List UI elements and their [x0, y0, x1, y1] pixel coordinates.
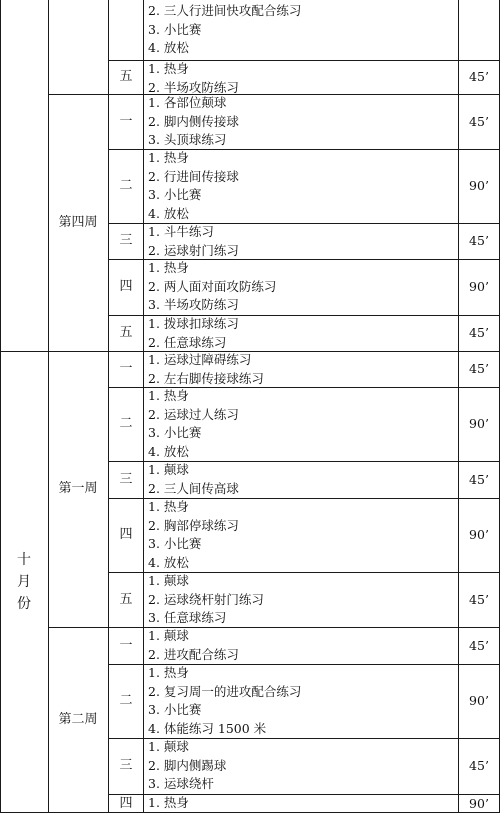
exercise-item: 2. 行进间传接球 [148, 168, 239, 184]
exercise-item: 1. 颠球 [148, 739, 189, 755]
exercise-item: 1. 颠球 [148, 628, 189, 643]
exercise-item: 1. 热身 [148, 388, 189, 403]
day-label: 四 [119, 795, 133, 811]
exercise-item: 1. 运球过障碍练习 [148, 352, 252, 367]
exercise-item: 4. 放松 [148, 40, 189, 56]
exercise-item: 3. 运球绕杆 [148, 776, 214, 792]
exercise-item: 4. 放松 [148, 554, 189, 570]
exercise-item: 4. 体能练习 1500 米 [148, 720, 267, 736]
duration-value: 90’ [469, 527, 489, 542]
exercise-item: 3. 任意球练习 [148, 610, 227, 625]
exercise-item: 1. 热身 [148, 665, 189, 680]
exercise-item: 3. 头顶球练习 [148, 132, 227, 147]
week-label: 第二周 [58, 712, 98, 727]
exercise-item: 2. 运球绕杆射门练习 [148, 591, 264, 607]
exercise-item: 2. 复习周一的进攻配合练习 [148, 683, 302, 699]
duration-value: 90’ [469, 178, 489, 193]
exercise-item: 3. 小比赛 [148, 21, 202, 37]
exercise-item: 2. 三人行进间快攻配合练习 [148, 3, 302, 19]
duration-value: 45’ [469, 471, 489, 487]
week-label: 第一周 [58, 481, 98, 496]
day-label: 一 [119, 113, 133, 129]
exercise-item: 1. 热身 [148, 61, 189, 76]
left-border [0, 0, 1, 813]
day-label: 三 [119, 471, 133, 487]
duration-value: 90’ [469, 693, 489, 708]
exercise-item: 1. 拨球扣球练习 [148, 316, 239, 331]
month-column-divider [48, 0, 49, 813]
day-label: 三 [119, 758, 133, 773]
exercise-item: 1. 斗牛练习 [148, 224, 214, 239]
duration-value: 90’ [469, 416, 489, 431]
exercise-item: 1. 热身 [148, 150, 189, 165]
exercise-item: 1. 颠球 [148, 462, 189, 477]
exercise-item: 1. 颠球 [148, 573, 189, 588]
row-separator [48, 627, 500, 628]
duration-value: 45’ [469, 233, 489, 248]
day-label: 三 [119, 233, 133, 248]
exercise-item: 4. 放松 [148, 443, 189, 459]
duration-value: 45’ [469, 69, 489, 84]
day-label: 五 [119, 69, 133, 84]
day-column-divider [143, 0, 144, 813]
duration-value: 45’ [469, 113, 489, 129]
week-label: 第四周 [58, 214, 98, 230]
exercise-item: 2. 半场攻防练习 [148, 79, 239, 95]
exercise-item: 2. 脚内侧踢球 [148, 757, 227, 773]
duration-value: 45’ [469, 637, 489, 653]
duration-value: 45’ [469, 591, 489, 607]
duration-value: 45’ [469, 325, 489, 340]
month-label-char: 月 [17, 574, 31, 590]
exercise-item: 1. 热身 [148, 499, 189, 514]
exercise-item: 1. 热身 [148, 795, 189, 811]
exercise-item: 2. 进攻配合练习 [148, 646, 239, 662]
month-label-char: 份 [17, 596, 31, 612]
day-label: 四 [119, 279, 133, 294]
day-label: 四 [119, 527, 133, 542]
exercise-item: 3. 小比赛 [148, 187, 202, 202]
duration-value: 45’ [469, 361, 489, 376]
exercise-item: 2. 运球过人练习 [148, 406, 239, 422]
day-label: 五 [119, 591, 133, 607]
exercise-item: 2. 脚内侧传接球 [148, 113, 239, 129]
row-separator [48, 94, 500, 95]
exercise-item: 1. 热身 [148, 260, 189, 276]
day-label: 二 [119, 693, 133, 708]
exercise-item: 3. 小比赛 [148, 536, 202, 551]
day-label: 一 [119, 361, 133, 376]
exercise-item: 2. 任意球练习 [148, 334, 227, 350]
duration-value: 45’ [469, 758, 489, 773]
month-label-char: 十 [17, 552, 31, 568]
day-label: 一 [119, 637, 133, 653]
exercise-item: 2. 运球射门练习 [148, 242, 239, 258]
exercise-item: 2. 两人面对面攻防练习 [148, 278, 277, 294]
exercise-item: 3. 半场攻防练习 [148, 297, 239, 313]
exercise-item: 2. 左右脚传接球练习 [148, 370, 264, 386]
exercise-item: 1. 各部位颠球 [148, 95, 227, 110]
day-label: 二 [119, 416, 133, 431]
exercise-item: 2. 胸部停球练习 [148, 517, 239, 533]
exercise-item: 4. 放松 [148, 205, 189, 221]
day-label: 二 [119, 178, 133, 193]
duration-value: 90’ [469, 279, 489, 294]
exercise-item: 3. 小比赛 [148, 702, 202, 717]
day-label: 五 [119, 325, 133, 340]
exercise-item: 3. 小比赛 [148, 425, 202, 440]
duration-value: 90’ [469, 795, 489, 811]
exercise-item: 2. 三人间传高球 [148, 480, 239, 496]
